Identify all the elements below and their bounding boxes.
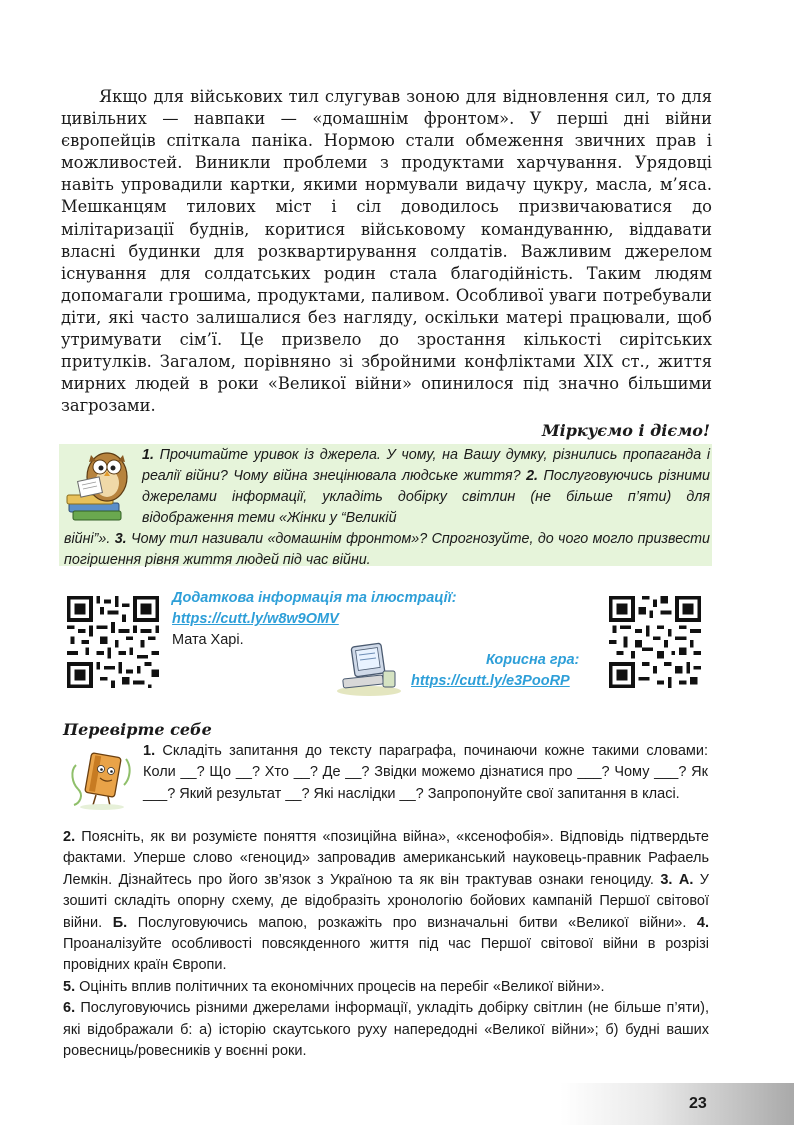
question-4-text: Проаналізуйте особливості повсякденного життя під час Першої світової війни в розрізі провідних країн Європи. bbox=[63, 936, 709, 974]
task-3-text: Чому тил називали «домашнім фронтом»? Спрогнозуйте, до чого могло призвести погіршення рівня життя людей під час війни. bbox=[64, 531, 710, 569]
task-1-2 bbox=[142, 445, 710, 529]
owl-reading-icon bbox=[63, 447, 137, 525]
question-1-number: 1. bbox=[143, 743, 156, 759]
computer-illustration-icon bbox=[331, 641, 403, 697]
page-number: 23 bbox=[689, 1095, 707, 1112]
tasks-heading: Міркуємо і діємо! bbox=[541, 421, 710, 440]
qr-code-info[interactable] bbox=[67, 596, 159, 688]
task-2-number: 2. bbox=[526, 468, 539, 485]
extra-info-heading: Додаткова інформація та ілюстрації: bbox=[172, 590, 457, 606]
question-6-text: Послуговуючись різними джерелами інформації, укладіть добірку світлин (не більше п’яти), які відображали б: а) історію скаутського руху напередодні «Великої війни»; б) будні ваших ровесниць/ровесників у воєнні роки. bbox=[63, 1000, 710, 1060]
task-1-number: 1. bbox=[142, 447, 154, 463]
question-1-text: Складіть запитання до тексту параграфа, починаючи кожне такими словами: Коли __? Що __? Хто __? Де __? Звідки можемо дізнатися про ___? Чому ___? Як ___? Який результат __? Які наслідки __? Запропонуйте свої запитання в класі. bbox=[143, 743, 709, 802]
footer-band bbox=[560, 1083, 794, 1125]
question-3-number: 3. bbox=[660, 871, 673, 888]
question-2-number: 2. bbox=[63, 829, 76, 845]
question-5-text: Оцініть вплив політичних та економічних процесів на перебіг «Великої війни». bbox=[79, 978, 605, 995]
question-2-text: Поясніть, як ви розумієте поняття «позиційна війна», «ксенофобія». Відповідь підтвердьте фактами. Уперше слово «геноцид» запровадив американський науковець-правник Рафаель Лемкін. Дізнайтесь про його зв’язок з Україною та як він трактував ознаки геноциду. bbox=[63, 829, 710, 888]
qr-code-game[interactable] bbox=[609, 596, 701, 688]
question-3a-text: У зошиті складіть опорну схему, де відобразіть хронологію бойових кампаній Першої світової війни. bbox=[63, 871, 709, 931]
task-2-3 bbox=[64, 529, 710, 571]
task-3-number: 3. bbox=[114, 531, 127, 547]
check-heading: Перевірте себе bbox=[63, 720, 212, 739]
question-3b-label: Б. bbox=[112, 914, 128, 931]
questions-2-6 bbox=[63, 827, 709, 1062]
question-5-number: 5. bbox=[63, 978, 76, 995]
question-3b-text: Послуговуючись мапою, розкажіть про визначальні битви «Великої війни». bbox=[137, 914, 687, 931]
question-1 bbox=[143, 741, 708, 805]
photo-caption: Мата Харі. bbox=[172, 632, 244, 648]
book-character-icon bbox=[66, 745, 138, 811]
game-link[interactable]: https://cutt.ly/e3PooRP bbox=[411, 673, 570, 689]
question-3a-label: А. bbox=[678, 871, 694, 888]
task-2-text-end: війні”». bbox=[64, 531, 111, 547]
game-heading: Корисна гра: bbox=[486, 652, 580, 668]
question-6-number: 6. bbox=[63, 1000, 76, 1017]
main-paragraph: Якщо для військових тил слугував зоною для відновлення сил, то для цивільних — навпаки — «домашнім фронтом». У перші дні війни європейців спіткала паніка. Нормою стали обмеження звичних прав і можливостей. Виникли проблеми з продуктами харчування. Урядовці навіть упровадили картки, якими нормували видачу цукру, масла, м’яса. Мешканцям тилових міст і сіл доводилось призвичаюватися до мілітаризації буднів, коритися військовому командуванню, віддавати власні будинки для розквартирування солдатів. Важливим джерелом існування для солдатських родин стала благодійність. Таким людям допомагали грошима, продуктами, паливом. Особливої уваги потребували діти, які часто залишалися без нагляду, оскільки матері працювали, щоб утримувати сім’ї. Це призвело до зростання кількості сирітських притулків. Загалом, порівняно зі збройними конфліктами XIX ст., життя мирних людей в роки «Великої війни» опинилося під значно більшими загрозами. bbox=[61, 87, 712, 416]
question-4-number: 4. bbox=[696, 914, 710, 931]
task-2-text: Послуговуючись різними джерелами інформації, укладіть добірку світлин (не більше п’яти) для відображення теми «Жінки у “Великій bbox=[142, 468, 710, 527]
extra-info-link[interactable]: https://cutt.ly/w8w9OMV bbox=[172, 611, 339, 627]
task-1-text: Прочитайте уривок із джерела. У чому, на Вашу думку, різнились пропаганда і реалії війни? Чому війна знецінювала людське життя? bbox=[142, 447, 710, 485]
